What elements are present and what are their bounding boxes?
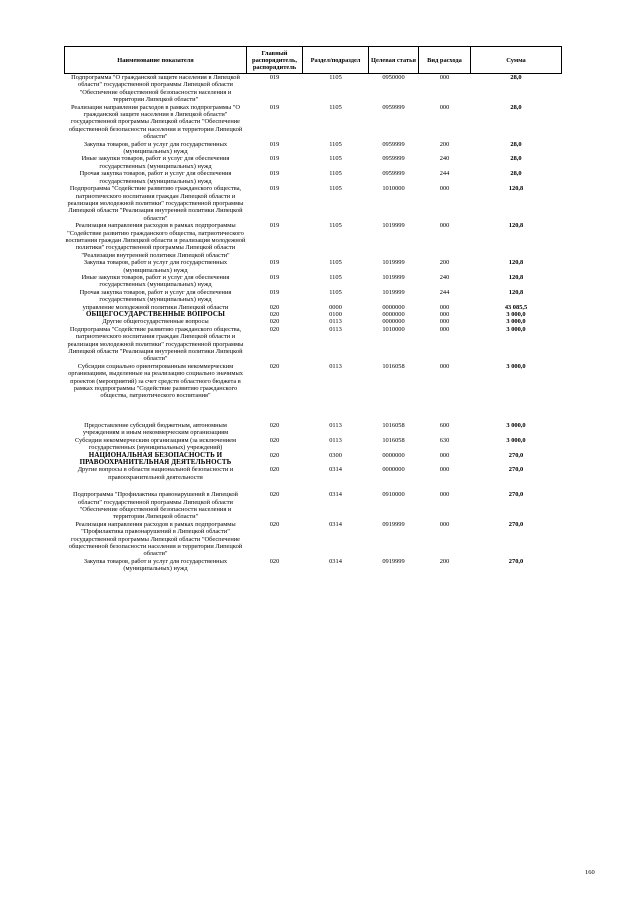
cell-name: Субсидии социально ориентированным некоммерческим организациям, выделенные на реализацию социально значимых проектов (мероприятий) за счет средств областного бюджета в рамках подпрограммы "Содействие развитию гражданского общества, патриотического воспитания" — [68, 362, 243, 400]
table-header-row — [65, 47, 562, 74]
cell-sum: 28,0 — [510, 140, 522, 148]
cell-name: Реализация направления расходов в рамках подпрограммы "Содействие развитию гражданского общества, патриотического воспитания граждан Липецкой области и реализация молодежной политики" государственной программы Липецкой области "Реализация внутренней политики Липецкой области" — [65, 222, 246, 259]
cell-manager: 019 — [269, 140, 280, 148]
cell-name: управление молодежной политики Липецкой области — [82, 303, 229, 311]
cell-sum: 120,8 — [508, 273, 524, 281]
cell-expense: 000 — [439, 74, 450, 81]
cell-expense: 630 — [439, 436, 450, 444]
header-article: Целевая статья — [369, 47, 419, 74]
cell-article: 1019999 — [382, 273, 405, 281]
header-section: Раздел/подраздел — [303, 47, 369, 74]
cell-section: 0113 — [329, 362, 342, 370]
cell-sum: 270,0 — [508, 466, 524, 474]
cell-name: Субсидии некоммерческим организациям (за исключением государственных (муниципальных) учреждений) — [74, 436, 237, 452]
cell-manager: 020 — [269, 311, 280, 318]
cell-expense: 244 — [439, 170, 450, 178]
table-row — [65, 452, 562, 467]
cell-section: 1105 — [329, 155, 342, 163]
cell-expense: 000 — [439, 311, 450, 318]
cell-manager: 020 — [269, 421, 280, 429]
cell-expense: 000 — [439, 520, 450, 528]
cell-section: 1105 — [329, 140, 342, 148]
cell-article: 1019999 — [382, 222, 405, 230]
cell-article: 1019999 — [382, 288, 405, 296]
cell-section: 1105 — [329, 185, 342, 193]
cell-section: 0314 — [329, 466, 342, 474]
cell-sum: 3 000,0 — [506, 362, 526, 370]
cell-manager: 020 — [269, 362, 280, 370]
cell-section: 0300 — [329, 451, 342, 459]
cell-name: НАЦИОНАЛЬНАЯ БЕЗОПАСНОСТЬ И ПРАВООХРАНИТЕЛЬНАЯ ДЕЯТЕЛЬНОСТЬ — [79, 450, 232, 466]
cell-manager: 020 — [269, 303, 280, 311]
table-row — [65, 170, 562, 185]
cell-expense: 000 — [439, 451, 450, 459]
budget-table — [64, 46, 562, 573]
cell-article: 1016058 — [382, 421, 405, 429]
cell-article: 0959999 — [382, 170, 405, 178]
cell-manager: 019 — [269, 185, 280, 193]
cell-name: Закупка товаров, работ и услуг для государственных (муниципальных) нужд — [83, 557, 228, 573]
header-sum: Сумма — [471, 47, 562, 74]
cell-manager: 019 — [269, 74, 280, 81]
cell-section: 0000 — [329, 303, 342, 311]
cell-manager: 019 — [269, 288, 280, 296]
cell-name: Другие общегосударственные вопросы — [102, 318, 209, 326]
cell-section: 0100 — [329, 311, 342, 318]
table-row — [65, 558, 562, 573]
table-row — [65, 311, 562, 318]
cell-name: Закупка товаров, работ и услуг для государственных (муниципальных) нужд — [83, 259, 228, 274]
cell-sum: 120,8 — [508, 288, 524, 296]
cell-sum: 270,0 — [508, 491, 524, 499]
cell-name: Иные закупки товаров, работ и услуг для обеспечения государственных (муниципальных) нужд — [81, 155, 230, 170]
cell-article: 0959999 — [382, 155, 405, 163]
cell-expense: 200 — [439, 140, 450, 148]
table-row — [65, 141, 562, 156]
cell-section: 0314 — [329, 557, 342, 565]
cell-name: Другие вопросы в области национальной безопасности и правоохранительной деятельности — [77, 466, 234, 481]
cell-manager: 019 — [269, 103, 280, 111]
table-row — [65, 104, 562, 141]
cell-expense: 244 — [439, 288, 450, 296]
table-row — [65, 222, 562, 259]
cell-article: 0000000 — [382, 451, 405, 459]
cell-name: Предоставление субсидий бюджетным, автономным учреждениям и иным некоммерческим организациям — [82, 421, 229, 437]
cell-expense: 000 — [439, 103, 450, 111]
cell-name: Подпрограмма "Содействие развитию гражданского общества, патриотического воспитания граждан Липецкой области и реализация молодежной политики" государственной программы Липецкой области "Реализация внутренней политики Липецкой области" — [67, 185, 244, 222]
cell-name: Подпрограмма "Профилактика правонарушений в Липецкой области" государственной программы Липецкой области "Обеспечение общественной безопасности населения и территории Липецкой области" — [73, 491, 238, 521]
cell-section: 0314 — [329, 491, 342, 499]
cell-sum: 270,0 — [508, 557, 524, 565]
table-row — [65, 363, 562, 422]
cell-manager: 019 — [269, 170, 280, 178]
cell-section: 0113 — [329, 318, 342, 326]
table-row — [65, 318, 562, 325]
cell-expense: 000 — [439, 303, 450, 311]
table-row — [65, 289, 562, 304]
cell-sum: 43 085,5 — [504, 303, 528, 311]
cell-article: 0000000 — [382, 466, 405, 474]
cell-manager: 020 — [269, 491, 280, 499]
table-row — [65, 466, 562, 491]
table-row — [65, 185, 562, 222]
cell-manager: 019 — [269, 222, 280, 230]
cell-article: 0959999 — [382, 103, 405, 111]
cell-sum: 120,8 — [508, 259, 524, 267]
cell-section: 0113 — [329, 325, 342, 333]
page-number: 160 — [585, 869, 595, 876]
cell-name: Подпрограмма "О гражданской защите населения в Липецкой области" государственной программы Липецкой области "Обеспечение общественной безопасности населения и территории Липецкой области" — [71, 74, 240, 104]
table-row — [65, 326, 562, 363]
cell-expense: 240 — [439, 273, 450, 281]
cell-manager: 020 — [269, 436, 280, 444]
table-row — [65, 437, 562, 452]
cell-sum: 3 000,0 — [506, 318, 526, 326]
cell-expense: 000 — [439, 491, 450, 499]
cell-article: 0919999 — [382, 557, 405, 565]
cell-sum: 3 000,0 — [506, 436, 526, 444]
table-row — [65, 259, 562, 274]
cell-name: Прочая закупка товаров, работ и услуг для обеспечения государственных (муниципальных) нужд — [79, 288, 232, 304]
cell-sum: 28,0 — [510, 155, 522, 163]
table-row — [65, 274, 562, 289]
cell-manager: 020 — [269, 466, 280, 474]
cell-sum: 120,8 — [508, 222, 524, 230]
cell-expense: 000 — [439, 325, 450, 333]
cell-manager: 020 — [269, 318, 280, 326]
cell-article: 0950000 — [382, 74, 405, 81]
cell-article: 0000000 — [382, 303, 405, 311]
cell-name: ОБЩЕГОСУДАРСТВЕННЫЕ ВОПРОСЫ — [85, 310, 226, 318]
header-expense: Вид расхода — [419, 47, 471, 74]
cell-expense: 000 — [439, 222, 450, 230]
cell-manager: 019 — [269, 155, 280, 163]
header-manager: Главный распорядитель, распорядитель — [247, 47, 303, 74]
cell-section: 0113 — [329, 436, 342, 444]
cell-expense: 200 — [439, 557, 450, 565]
cell-section: 1105 — [329, 288, 342, 296]
cell-manager: 019 — [269, 273, 280, 281]
cell-expense: 240 — [439, 155, 450, 163]
cell-manager: 020 — [269, 325, 280, 333]
cell-sum: 28,0 — [510, 170, 522, 178]
cell-name: Реализация направления расходов в рамках подпрограммы "О гражданской защите населения в Липецкой области" государственной программы Липецкой области "Обеспечение общественной безопасности населения и территории Липецкой области" — [68, 103, 243, 141]
cell-section: 1105 — [329, 222, 342, 230]
cell-expense: 000 — [439, 466, 450, 474]
cell-section: 1105 — [329, 74, 342, 81]
cell-name: Прочая закупка товаров, работ и услуг для обеспечения государственных (муниципальных) нужд — [79, 170, 232, 185]
cell-sum: 3 000,0 — [506, 421, 526, 429]
cell-name: Подпрограмма "Содействие развитию гражданского общества, патриотического воспитания граждан Липецкой области и реализация молодежной политики" государственной программы Липецкой области "Реализация внутренней политики Липецкой области" — [67, 325, 244, 363]
cell-expense: 000 — [439, 185, 450, 193]
cell-article: 1010000 — [382, 325, 405, 333]
cell-expense: 000 — [439, 362, 450, 370]
cell-article: 0919999 — [382, 520, 405, 528]
cell-expense: 000 — [439, 318, 450, 326]
cell-manager: 020 — [269, 520, 280, 528]
cell-name: Иные закупки товаров, работ и услуг для обеспечения государственных (муниципальных) нужд — [81, 273, 230, 289]
cell-manager: 020 — [269, 451, 280, 459]
cell-sum: 270,0 — [508, 451, 524, 459]
cell-article: 0000000 — [382, 318, 405, 326]
cell-expense: 600 — [439, 421, 450, 429]
cell-sum: 28,0 — [510, 74, 522, 81]
table-row — [65, 74, 562, 104]
cell-manager: 020 — [269, 557, 280, 565]
table-row — [65, 521, 562, 558]
cell-sum: 120,8 — [508, 185, 524, 193]
cell-section: 1105 — [329, 103, 342, 111]
table-row — [65, 491, 562, 521]
cell-sum: 28,0 — [510, 103, 522, 111]
cell-sum: 3 000,0 — [506, 325, 526, 333]
table-row — [65, 155, 562, 170]
cell-article: 1016058 — [382, 362, 405, 370]
cell-expense: 200 — [439, 259, 450, 267]
cell-section: 1105 — [329, 273, 342, 281]
cell-section: 1105 — [329, 259, 342, 267]
cell-article: 0959999 — [382, 140, 405, 148]
cell-name: Закупка товаров, работ и услуг для государственных (муниципальных) нужд — [83, 140, 228, 156]
cell-manager: 019 — [269, 259, 280, 267]
cell-section: 0113 — [329, 421, 342, 429]
cell-section: 0314 — [329, 520, 342, 528]
cell-sum: 270,0 — [508, 520, 524, 528]
header-name: Наименование показателя — [65, 47, 247, 74]
cell-article: 1016058 — [382, 436, 405, 444]
cell-article: 1010000 — [382, 185, 405, 193]
table-row — [65, 422, 562, 437]
cell-section: 1105 — [329, 170, 342, 178]
cell-sum: 3 000,0 — [506, 311, 526, 318]
cell-article: 0910000 — [382, 491, 405, 499]
cell-article: 0000000 — [382, 311, 405, 318]
cell-name: Реализация направления расходов в рамках подпрограммы "Профилактика правонарушений в Липецкой области" государственной программы Липецкой области "Обеспечение общественной безопасности населения и территории Липецкой области" — [68, 520, 243, 558]
cell-article: 1019999 — [382, 259, 405, 267]
table-body — [65, 74, 562, 573]
